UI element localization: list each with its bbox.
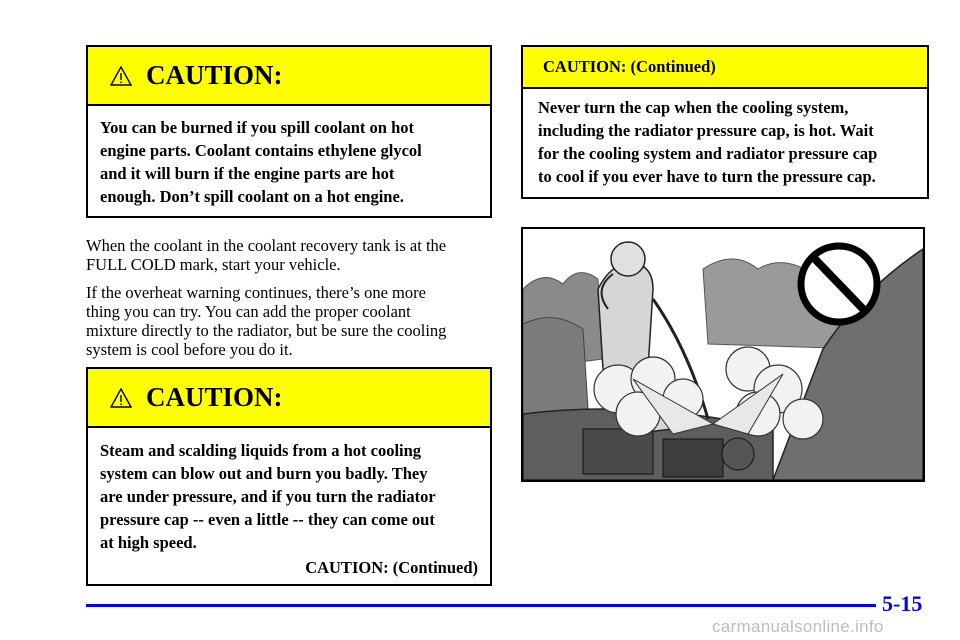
caution-line: are under pressure, and if you turn the radiator xyxy=(100,487,436,506)
caution-box-steam xyxy=(86,367,492,586)
caution-line: and it will burn if the engine parts are hot xyxy=(100,164,395,183)
caution-line: system can blow out and burn you badly. They xyxy=(100,464,428,483)
caution-line: Never turn the cap when the cooling system, xyxy=(538,98,849,117)
caution-line: for the cooling system and radiator pressure cap xyxy=(538,144,878,163)
steam-warning-illustration xyxy=(521,227,925,482)
caution-title: CAUTION: xyxy=(146,382,283,412)
body-text xyxy=(86,236,496,368)
watermark-text: carmanualsonline.info xyxy=(712,617,884,636)
paragraph-coolant-level: When the coolant in the coolant recovery tank is at the FULL COLD mark, start your vehicle. xyxy=(86,236,447,274)
footer-rule xyxy=(86,604,876,607)
caution-text xyxy=(523,89,927,188)
steam-scene-drawing xyxy=(523,229,923,480)
caution-continued-label: CAUTION: (Continued) xyxy=(305,558,478,577)
caution-header xyxy=(88,369,490,428)
paragraph-overheat: If the overheat warning continues, there’s one more thing you can try. You can add the proper coolant mixture directly to the radiator, but be sure the cooling system is cool before you do it. xyxy=(86,283,447,359)
caution-header xyxy=(88,47,490,106)
caution-line: engine parts. Coolant contains ethylene glycol xyxy=(100,141,422,160)
warning-triangle-icon xyxy=(110,66,132,86)
caution-line: to cool if you ever have to turn the pressure cap. xyxy=(538,167,876,186)
caution-title: CAUTION: (Continued) xyxy=(543,57,716,76)
caution-line: at high speed. xyxy=(100,533,197,552)
warning-triangle-icon xyxy=(110,388,132,408)
caution-line: including the radiator pressure cap, is hot. Wait xyxy=(538,121,874,140)
caution-line: You can be burned if you spill coolant on hot xyxy=(100,118,415,137)
page-number: 5-15 xyxy=(882,591,923,616)
caution-header xyxy=(523,47,927,89)
caution-text xyxy=(88,106,490,208)
caution-box-coolant xyxy=(86,45,492,218)
caution-text xyxy=(88,428,490,579)
caution-box-continued xyxy=(521,45,929,199)
caution-title: CAUTION: xyxy=(146,60,283,90)
caution-line: pressure cap -- even a little -- they can come out xyxy=(100,510,435,529)
caution-line: enough. Don’t spill coolant on a hot engine. xyxy=(100,187,404,206)
caution-line: Steam and scalding liquids from a hot cooling xyxy=(100,441,422,460)
